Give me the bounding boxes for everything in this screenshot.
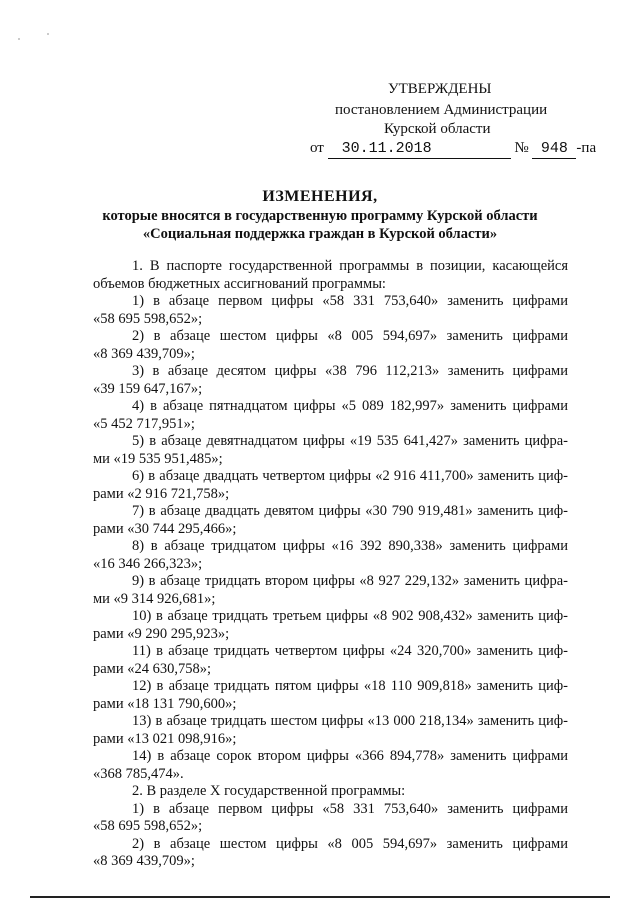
from-label: от [310, 140, 324, 156]
text-line: рами «30 744 295,466»; [93, 520, 237, 537]
text-line: рами «13 021 098,916»; [93, 730, 237, 747]
text-line: объемов бюджетных ассигнований программы: [93, 275, 386, 292]
text-line: 11) в абзаце тридцать четвертом цифры «24 320,700» заменить циф- [132, 643, 568, 659]
text-line: рами «2 916 721,758»; [93, 485, 230, 502]
approval-date-number [310, 139, 596, 159]
scan-speck [47, 33, 49, 35]
document-subtitle-2: «Социальная поддержка граждан в Курской области» [142, 226, 498, 242]
text-line: 9) в абзаце тридцать втором цифры «8 927 229,132» заменить цифра- [132, 573, 568, 589]
document-subtitle-1: которые вносятся в государственную программу Курской области [102, 208, 538, 224]
text-line: 12) в абзаце тридцать пятом цифры «18 110 909,818» заменить циф- [132, 678, 568, 694]
approval-number: 948 [532, 139, 576, 159]
scan-bottom-edge [30, 896, 610, 898]
text-line: 7) в абзаце двадцать девятом цифры «30 790 919,481» заменить циф- [132, 503, 568, 519]
text-line: ми «9 314 926,681»; [93, 590, 216, 607]
text-line: 8) в абзаце тридцатом цифры «16 392 890,338» заменить цифрами [132, 538, 568, 554]
document-body [93, 258, 568, 871]
text-line: 6) в абзаце двадцать четвертом цифры «2 916 411,700» заменить циф- [132, 468, 568, 484]
text-line: «39 159 647,167»; [93, 380, 203, 397]
text-line: рами «18 131 790,600»; [93, 695, 237, 712]
text-line: 5) в абзаце девятнадцатом цифры «19 535 641,427» заменить цифра- [132, 433, 568, 449]
text-line: «8 369 439,709»; [93, 853, 195, 869]
text-line: рами «24 630,758»; [93, 660, 212, 677]
approval-date: 30.11.2018 [328, 139, 511, 159]
text-line: ми «19 535 951,485»; [93, 450, 223, 467]
text-line: «58 695 598,652»; [93, 818, 203, 834]
text-line: рами «9 290 295,923»; [93, 625, 230, 642]
approval-heading: УТВЕРЖДЕНЫ [388, 81, 492, 97]
text-line: 13) в абзаце тридцать шестом цифры «13 000 218,134» заменить циф- [132, 713, 568, 729]
text-line: «5 452 717,951»; [93, 415, 195, 432]
document-title: ИЗМЕНЕНИЯ, [262, 188, 378, 205]
text-line: «58 695 598,652»; [93, 310, 203, 327]
text-line: 2) в абзаце шестом цифры «8 005 594,697» заменить цифрами [132, 835, 568, 852]
text-line: 10) в абзаце тридцать третьем цифры «8 902 908,432» заменить циф- [132, 608, 568, 624]
text-line: 3) в абзаце десятом цифры «38 796 112,213» заменить цифрами [132, 363, 568, 379]
approval-region: Курской области [384, 121, 491, 137]
scan-speck [18, 38, 20, 40]
text-line: 2) в абзаце шестом цифры «8 005 594,697» заменить цифрами [132, 328, 568, 344]
text-line: 4) в абзаце пятнадцатом цифры «5 089 182,997» заменить цифрами [132, 398, 568, 414]
text-line: «368 785,474». [93, 765, 184, 782]
text-line: «16 346 266,323»; [93, 555, 203, 572]
approval-issuer: постановлением Администрации [335, 102, 548, 118]
text-line: «8 369 439,709»; [93, 345, 195, 362]
number-suffix: -па [576, 140, 597, 156]
text-line: 1) в абзаце первом цифры «58 331 753,640» заменить цифрами [132, 800, 568, 817]
text-line: 2. В разделе X государственной программы: [132, 783, 406, 799]
text-line: 14) в абзаце сорок втором цифры «366 894,778» заменить цифрами [132, 748, 568, 764]
text-line: 1. В паспорте государственной программы в позиции, касающейся [132, 258, 568, 274]
text-line: 1) в абзаце первом цифры «58 331 753,640» заменить цифрами [132, 293, 568, 309]
number-label: № [514, 140, 529, 156]
